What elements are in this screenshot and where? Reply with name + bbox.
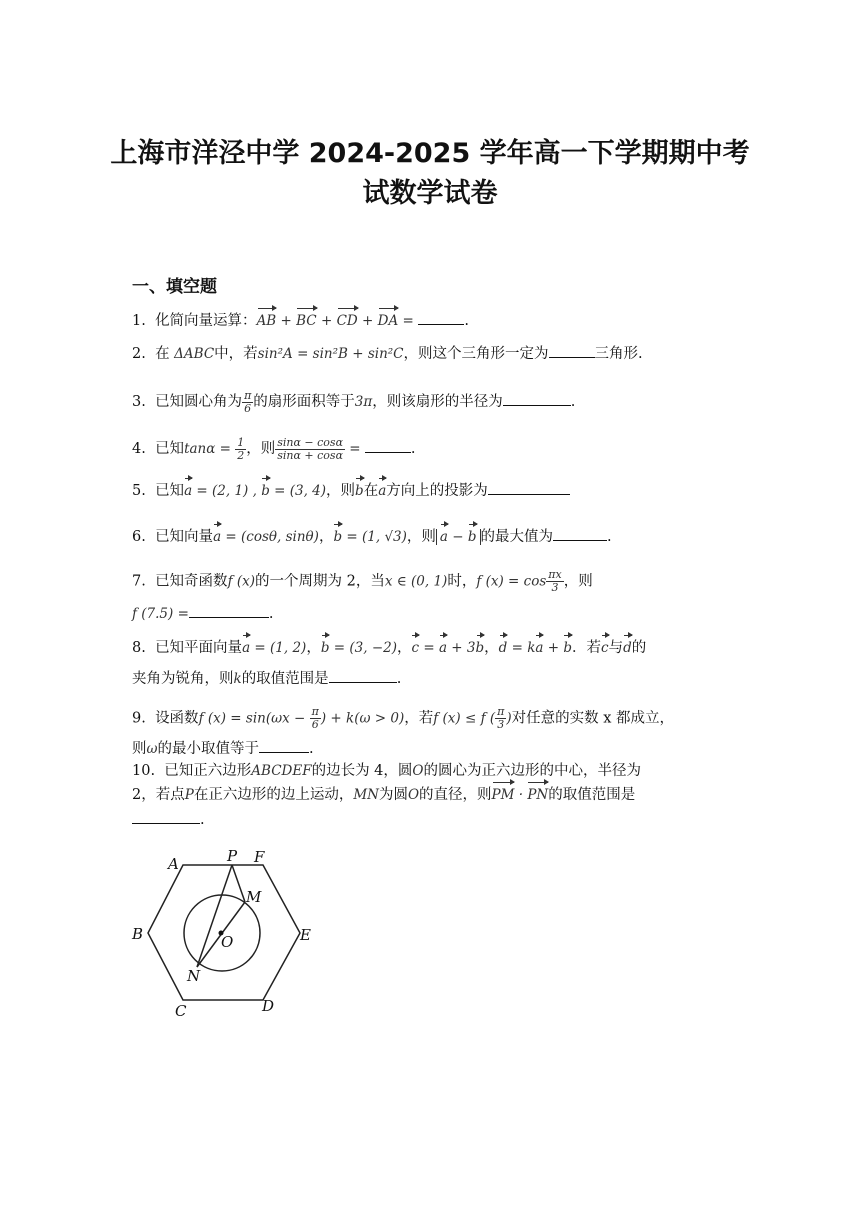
question-number: 8. (132, 640, 146, 656)
question-7: 7. 已知奇函数f (x)的一个周期为 2，当x ∈ (0, 1)时，f (x) = cos $\frac{\pi x}{3}$ ，则 (132, 568, 593, 594)
question-9: 9. 设函数f (x) = sin(ωx − $\frac{\pi}{6}$ ) + k(ω > 0)，若f (x) ≤ f ( $\frac{\pi}{3}$ )对任意的实数 x 都成立， (132, 705, 675, 731)
question-number: 2. (132, 346, 146, 362)
formula: $\frac{\pi}{6}$ (244, 388, 252, 415)
question-10: 10. 已知正六边形ABCDEF的边长为 4，圆O的圆心为正六边形的中心，半径为 (132, 763, 641, 779)
formula: f (7.5) = (132, 606, 189, 622)
formula: AB + BC + CD + DA = (257, 313, 414, 329)
formula: sin²A = sin²B + sin²C (257, 346, 404, 362)
label-b: B (132, 925, 144, 943)
title-line-2: 试数学试卷 (362, 178, 498, 209)
label-e: E (300, 926, 311, 944)
formula: PM · PN (492, 787, 549, 803)
label-a: A (168, 855, 179, 873)
formula: 3π (354, 394, 373, 410)
formula: a = (1, 2) (242, 640, 306, 656)
formula: ΔABC (174, 346, 215, 362)
question-10-line-3: . (132, 807, 732, 832)
question-3: 3. 已知圆心角为 $\frac{\pi}{6}$ 的扇形面积等于3π，则该扇形的半径为 . (132, 388, 576, 415)
formula: b = (3, −2) (321, 640, 397, 656)
question-10-line-2: 2，若点P在正六边形的边上运动，MN为圆O的直径，则PM · PN的取值范围是 (132, 783, 732, 807)
label-f: F (254, 848, 265, 866)
formula: tanα = (184, 441, 236, 457)
question-4: 4. 已知tanα = $\frac{1}{2}$ ，则 $\frac{\sin\alpha - \cos\alpha}{\sin\alpha + \cos\alpha}$ = . (132, 435, 416, 462)
answer-blank[interactable] (365, 436, 411, 453)
formula: a = (cosθ, sinθ) (213, 529, 319, 545)
formula: f (x) (227, 573, 255, 590)
formula: d = ka + b (499, 640, 572, 656)
formula: a = (2, 1) , b = (3, 4) (184, 483, 326, 499)
question-2: 2. 在 ΔABC中，若sin²A = sin²B + sin²C，则这个三角形一定为 三角形. (132, 341, 732, 366)
question-8-line-2: 夹角为锐角，则k的取值范围是 . (132, 666, 732, 691)
question-number: 4. (132, 441, 146, 457)
question-number: 7. (132, 573, 146, 590)
section-heading: 一、填空题 (132, 277, 217, 297)
question-9-line-2: 则ω的最小取值等于 . (132, 736, 732, 761)
question-number: 6. (132, 529, 146, 545)
formula: $\frac{\sin\alpha - \cos\alpha}{\sin\alpha + \cos\alpha}$ (277, 435, 343, 462)
formula: $\frac{\pi x}{3}$ (548, 568, 562, 594)
question-1: 1. 化简向量运算：AB + BC + CD + DA = . (132, 308, 732, 333)
answer-blank[interactable] (549, 341, 595, 358)
line-pn (197, 865, 232, 967)
label-m: M (246, 888, 262, 906)
answer-blank[interactable] (189, 601, 269, 618)
answer-blank[interactable] (553, 524, 607, 541)
answer-blank[interactable] (259, 736, 309, 753)
hexagon-figure (128, 845, 328, 1035)
formula: b = (1, √3) (333, 529, 406, 545)
title-line-1: 上海市洋泾中学 2024-2025 学年高一下学期期中考 (110, 138, 750, 169)
question-number: 9. (132, 710, 146, 727)
document-title (100, 134, 760, 214)
question-8: 8. 已知平面向量a = (1, 2)，b = (3, −2)，c = a + 3b，d = ka + b．若c与d的 (132, 636, 732, 660)
formula: $\frac{1}{2}$ (237, 435, 245, 462)
formula: a − b (436, 529, 481, 545)
question-number: 10. (132, 763, 156, 779)
label-o: O (221, 933, 234, 951)
question-number: 5. (132, 483, 146, 499)
answer-blank[interactable] (488, 478, 570, 495)
question-7-line-2: f (7.5) = . (132, 601, 732, 626)
formula: f (x) = sin(ωx − (198, 710, 310, 727)
formula: f (x) ≤ f ( (433, 710, 496, 727)
label-c: C (175, 1002, 187, 1020)
answer-blank[interactable] (329, 666, 397, 683)
answer-blank[interactable] (132, 807, 200, 824)
question-number: 1. (132, 313, 146, 329)
question-text: 化简向量运算： (155, 313, 257, 329)
label-p: P (227, 847, 238, 865)
formula: c = a + 3b (411, 640, 484, 656)
label-d: D (262, 997, 275, 1015)
answer-blank[interactable] (503, 389, 571, 406)
formula: f (x) = cos (476, 573, 547, 590)
question-5: 5. 已知a = (2, 1) , b = (3, 4)，则b在a方向上的投影为 (132, 478, 732, 503)
question-number: 3. (132, 394, 146, 410)
answer-blank[interactable] (418, 308, 464, 325)
question-6: 6. 已知向量a = (cosθ, sinθ)，b = (1, √3)，则 a − b 的最大值为 . (132, 524, 732, 549)
formula: x ∈ (0, 1) (384, 573, 448, 590)
label-n: N (187, 967, 201, 985)
